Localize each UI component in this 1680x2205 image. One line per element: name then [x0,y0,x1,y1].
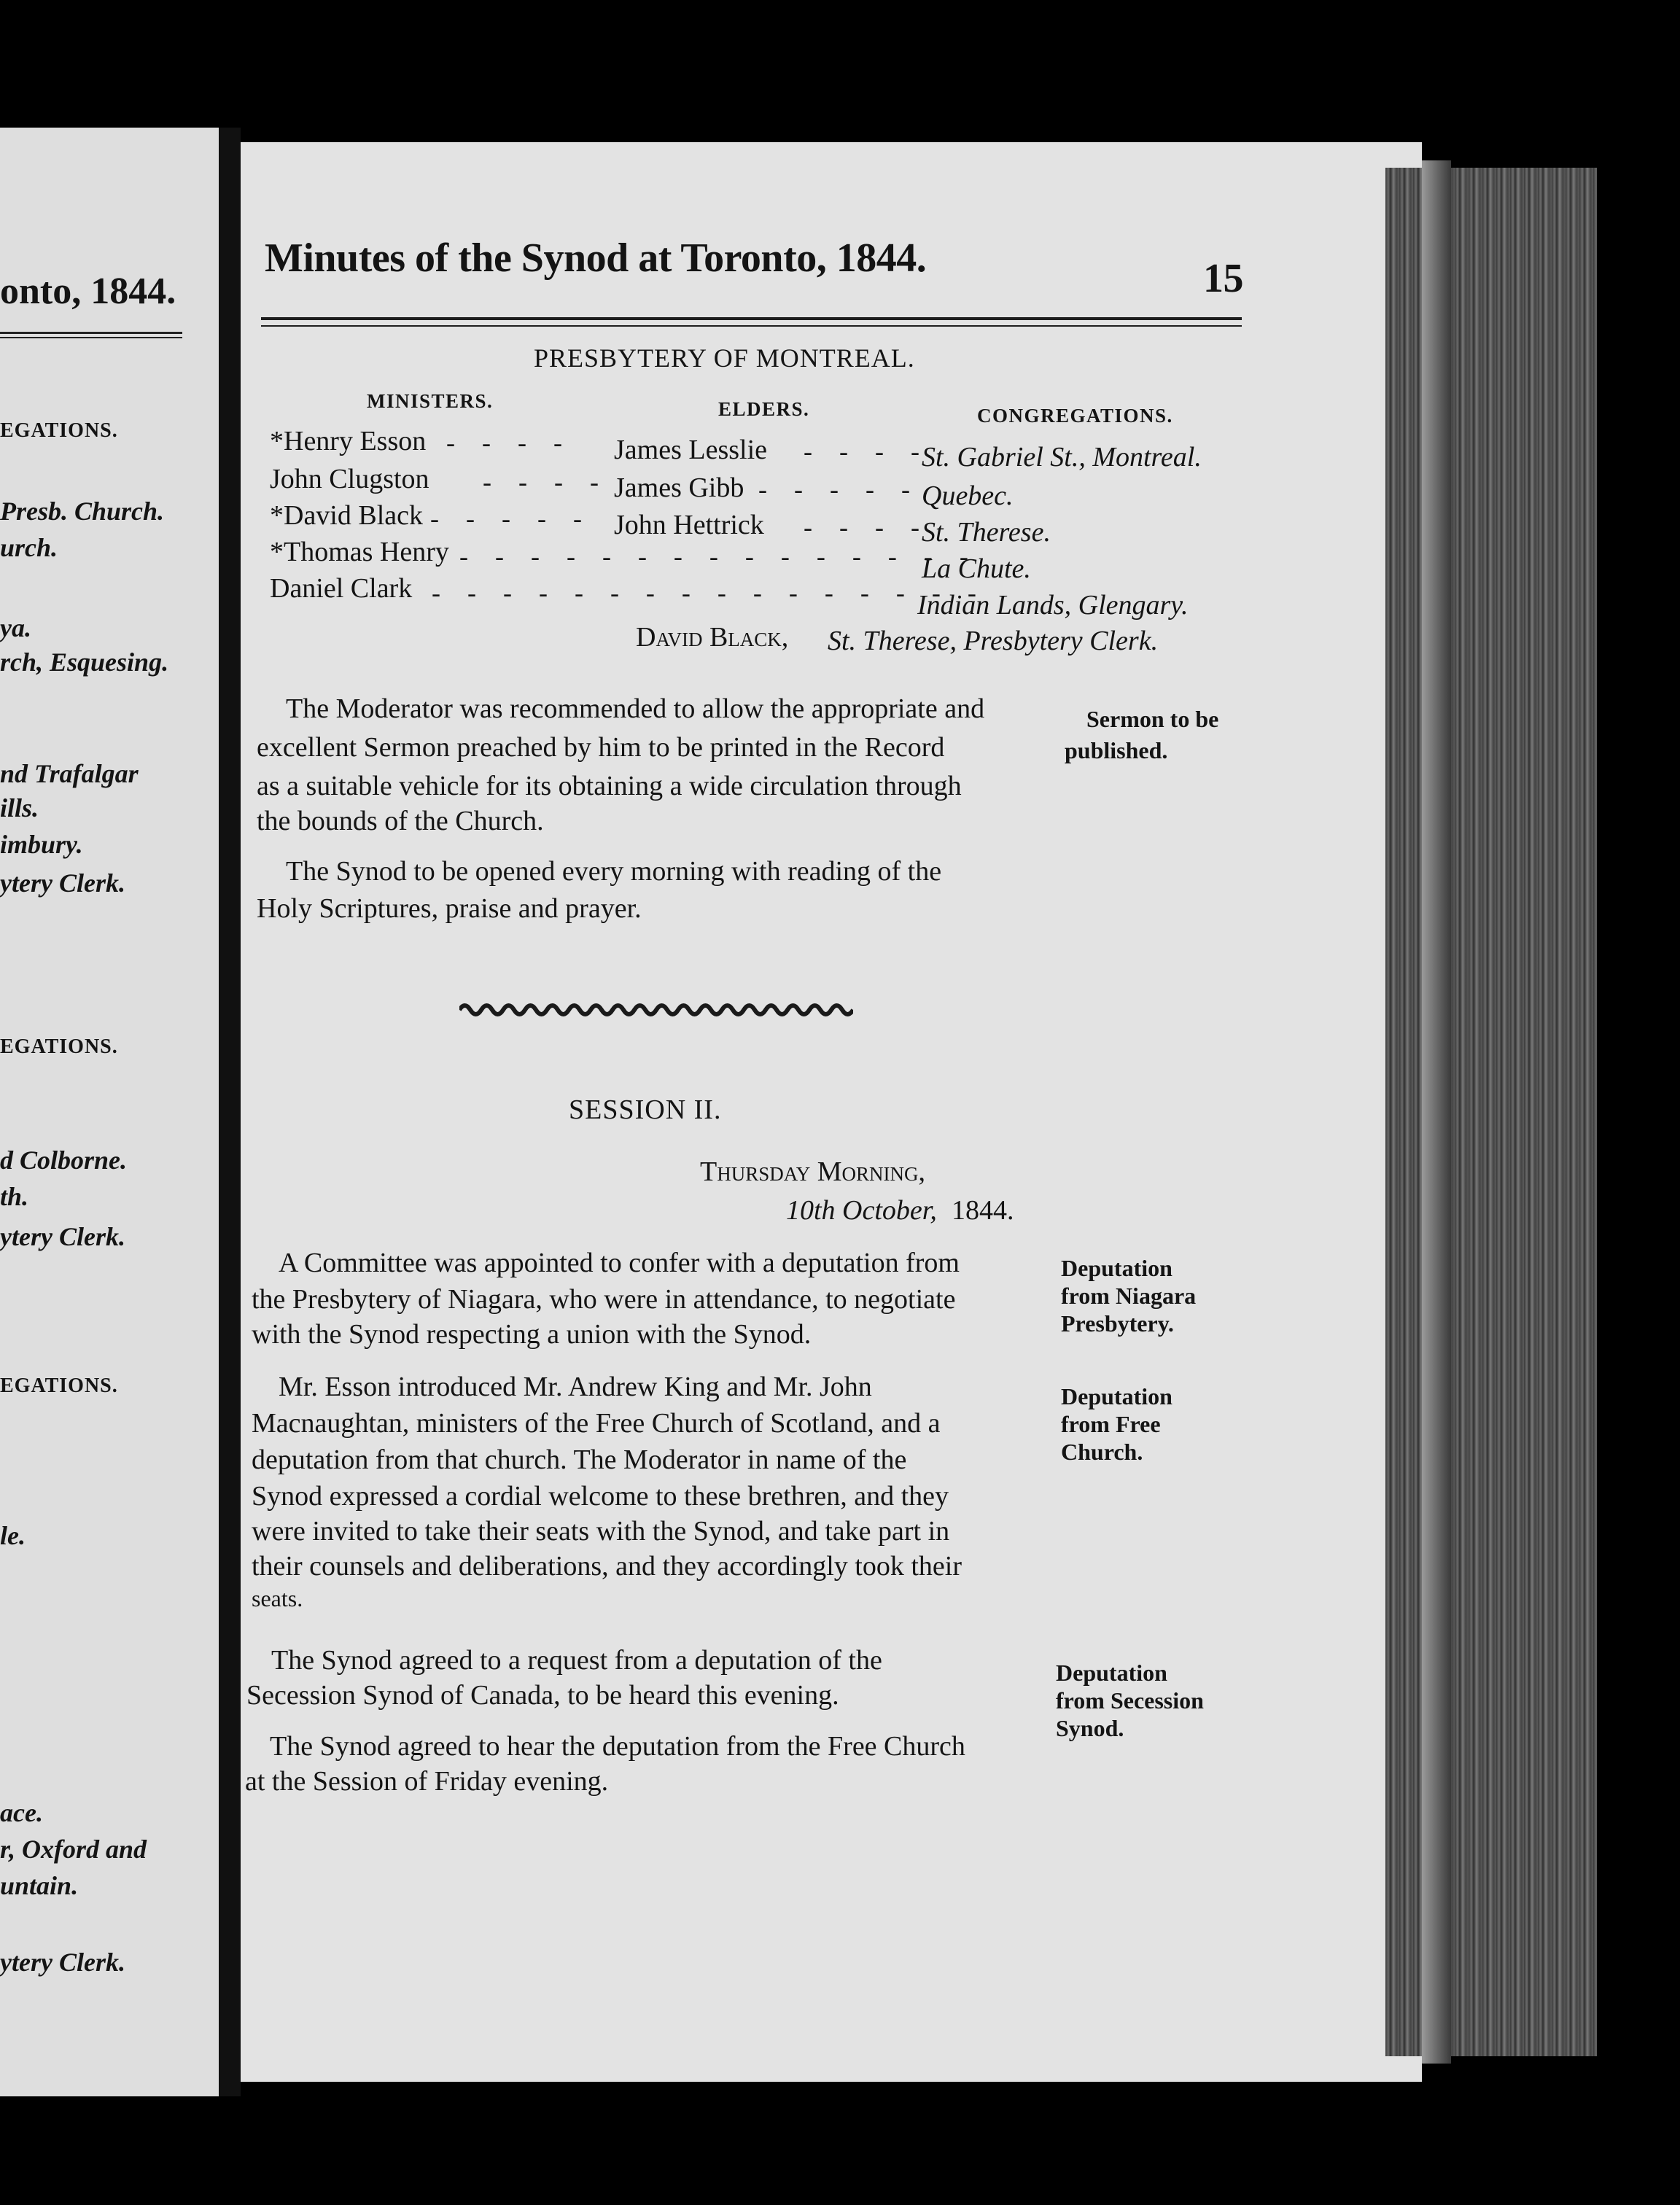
leader-dots: - - - - [804,437,930,466]
left-fragment: urch. [0,533,58,562]
margin-note: Deputation [1061,1255,1172,1281]
leader-dots: - - - - [483,467,609,497]
roll-minister: Daniel Clark [270,573,413,604]
paragraph-line: The Synod to be opened every morning with reading of the [286,856,942,887]
paragraph-line: seats. [252,1585,303,1611]
presbytery-heading: PRESBYTERY OF MONTREAL. [534,343,915,373]
left-fragment: le. [0,1521,26,1550]
column-heading-elders: ELDERS. [718,398,810,420]
roll-congregation: Quebec. [922,481,1014,511]
roll-minister: *Henry Esson [270,426,427,456]
left-fragment: untain. [0,1871,79,1900]
leader-dots: - - - - - - - - - - - - - - - - [432,578,987,607]
left-fragment: Presb. Church. [0,497,165,526]
session-dateline: Thursday Morning, [700,1156,926,1187]
paragraph-line: as a suitable vehicle for its obtaining a wide circulation through [257,771,962,801]
left-fragment: EGATIONS. [0,1374,118,1397]
left-fragment: rch, Esquesing. [0,648,169,677]
roll-minister: *Thomas Henry [270,537,449,567]
column-heading-congregations: CONGREGATIONS. [977,405,1173,427]
margin-note: Deputation [1061,1383,1172,1409]
paragraph-line: Macnaughtan, ministers of the Free Church of Scotland, and a [252,1408,941,1439]
paragraph-line: the Presbytery of Niagara, who were in attendance, to negotiate [252,1284,956,1315]
roll-minister: John Clugston [270,464,429,494]
paragraph-line: at the Session of Friday evening. [245,1766,609,1797]
margin-note: Presbytery. [1061,1310,1174,1337]
leader-dots: - - - - - [758,475,920,504]
book-gutter [219,128,241,2096]
left-fragment: EGATIONS. [0,419,118,442]
session-heading: SESSION II. [569,1094,722,1125]
left-facing-page [0,128,219,2096]
leader-dots: - - - - - - - - - - - - - - - [459,542,979,571]
left-header-rule [0,332,182,334]
running-head-title: Minutes of the Synod at Toronto, 1844. [265,236,927,281]
paragraph-line: The Synod agreed to hear the deputation from the Free Church [270,1731,965,1762]
paragraph-line: the bounds of the Church. [257,806,544,836]
left-fragment: r, Oxford and [0,1835,147,1864]
column-heading-ministers: MINISTERS. [367,390,494,412]
margin-note: Deputation [1056,1660,1167,1686]
margin-note: from Free [1061,1411,1161,1437]
header-rule [261,325,1242,327]
book-edge-shading [1422,160,1451,2064]
book-page-edges [1385,168,1597,2056]
paragraph-line: A Committee was appointed to confer with a deputation from [279,1248,960,1278]
roll-elder: James Lesslie [614,435,768,465]
left-fragment: ytery Clerk. [0,1948,125,1977]
margin-note: Synod. [1056,1715,1124,1741]
margin-note: published. [1065,737,1168,763]
paragraph-line: Holy Scriptures, praise and prayer. [257,893,642,924]
header-rule [261,317,1242,320]
left-fragment: EGATIONS. [0,1035,118,1058]
paragraph-line: The Synod agreed to a request from a deputation of the [271,1645,882,1676]
paragraph-line: Mr. Esson introduced Mr. Andrew King and Mr. John [279,1372,872,1402]
left-fragment: imbury. [0,830,83,859]
leader-dots: - - - - [804,513,930,542]
left-fragment: th. [0,1182,29,1211]
roll-congregation: St. Therese. [922,517,1051,548]
roll-congregation: La Chute. [922,553,1031,584]
margin-note: from Niagara [1061,1283,1197,1309]
clerk-name: David Black, [636,622,789,653]
left-fragment: ills. [0,793,39,822]
margin-note: Sermon to be [1086,706,1219,732]
left-fragment: ytery Clerk. [0,1222,125,1251]
paragraph-line: were invited to take their seats with the Synod, and take part in [252,1516,950,1547]
paragraph-line: their counsels and deliberations, and they accordingly took their [252,1551,962,1582]
left-fragment: ytery Clerk. [0,868,125,898]
roll-congregation: Indian Lands, Glengary. [917,590,1189,621]
paragraph-line: with the Synod respecting a union with the Synod. [252,1319,812,1350]
session-date: 10th October, [786,1195,937,1226]
paragraph-line: The Moderator was recommended to allow the appropriate and [286,693,985,724]
left-fragment: ya. [0,613,31,642]
clerk-place: St. Therese, Presbytery Clerk. [828,626,1159,656]
session-year: 1844. [952,1195,1014,1226]
margin-note: Church. [1061,1439,1143,1465]
roll-elder: John Hettrick [614,510,764,540]
roll-congregation: St. Gabriel St., Montreal. [922,442,1202,472]
roll-minister: *David Black [270,500,424,531]
paragraph-line: Synod expressed a cordial welcome to these brethren, and they [252,1481,949,1512]
margin-note: from Secession [1056,1687,1204,1714]
leader-dots: - - - - - [430,504,592,533]
paragraph-line: deputation from that church. The Moderator in name of the [252,1444,907,1475]
wavy-divider [459,999,853,1021]
left-fragment: nd Trafalgar [0,759,139,788]
left-fragment: d Colborne. [0,1146,128,1175]
page-number: 15 [1203,256,1243,301]
paragraph-line: Secession Synod of Canada, to be heard this evening. [246,1680,839,1711]
left-fragment: ace. [0,1798,43,1827]
paragraph-line: excellent Sermon preached by him to be printed in the Record [257,732,945,763]
left-header-rule [0,337,182,338]
left-running-title: onto, 1844. [0,271,176,312]
roll-elder: James Gibb [614,472,744,503]
leader-dots: - - - - [446,428,572,457]
